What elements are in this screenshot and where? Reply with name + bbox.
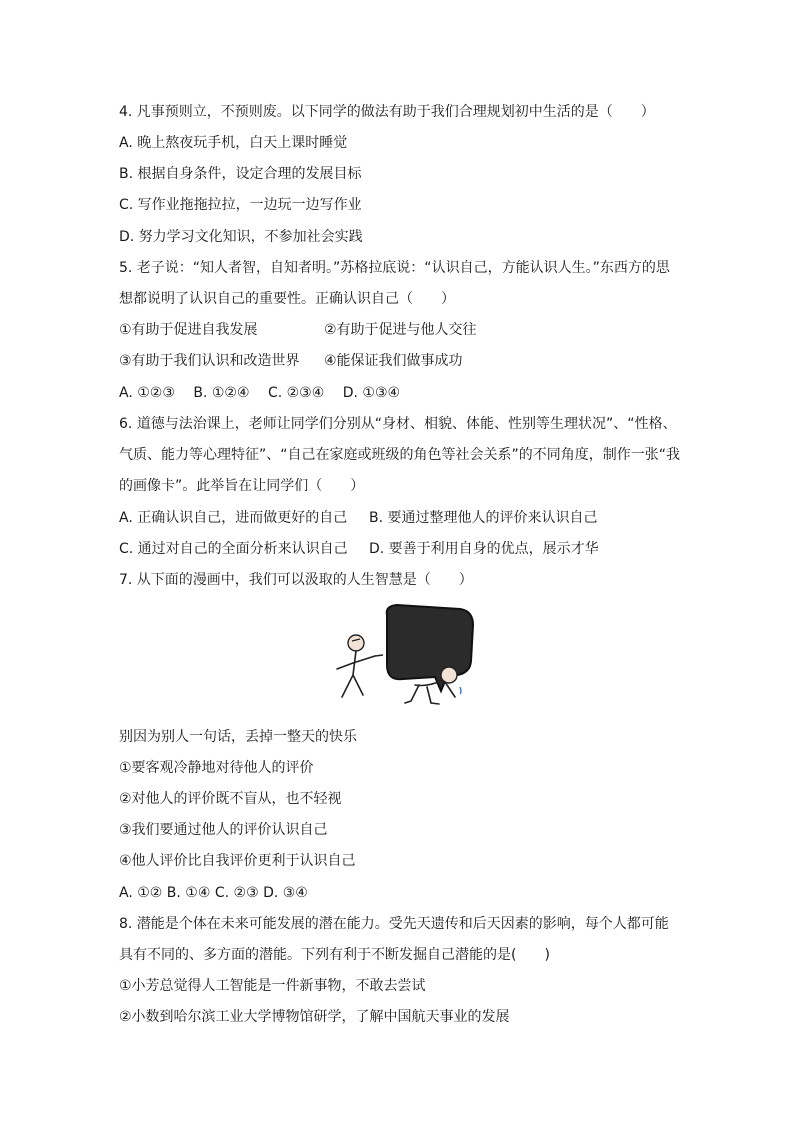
q5-statements-row2 xyxy=(119,352,719,370)
q8-stem-line2: 具有不同的、多方面的潜能。下列有利于不断发掘自己潜能的是( ) xyxy=(119,947,550,963)
q8-stem-line1: 8. 潜能是个体在未来可能发展的潜在能力。受先天遗传和后天因素的影响，每个人都可能 xyxy=(119,916,669,932)
q5-statement-2: ②有助于促进与他人交往 xyxy=(324,322,477,338)
q4-stem: 4. 凡事预则立，不预则废。以下同学的做法有助于我们合理规划初中生活的是（ ） xyxy=(119,104,655,120)
q6-options-row1 xyxy=(119,509,719,527)
q6-options-row2 xyxy=(119,540,719,558)
cartoon-image xyxy=(315,603,480,713)
q4-option-c: C. 写作业拖拖拉拉，一边玩一边写作业 xyxy=(119,197,362,213)
q7-stem: 7. 从下面的漫画中，我们可以汲取的人生智慧是（ ） xyxy=(119,572,473,588)
q5-statements-row1 xyxy=(119,321,719,339)
q5-statement-3: ③有助于我们认识和改造世界 xyxy=(119,353,300,369)
q7-statement-1: ①要客观冷静地对待他人的评价 xyxy=(119,760,314,776)
q5-statement-1: ①有助于促进自我发展 xyxy=(119,322,258,338)
q6-option-b: B. 要通过整理他人的评价来认识自己 xyxy=(369,510,598,526)
q8-statement-1: ①小芳总觉得人工智能是一件新事物，不敢去尝试 xyxy=(119,978,426,994)
q6-option-a: A. 正确认识自己，进而做更好的自己 xyxy=(119,510,348,526)
q8-statement-2: ②小数到哈尔滨工业大学博物馆研学，了解中国航天事业的发展 xyxy=(119,1009,510,1025)
q6-option-c: C. 通过对自己的全面分析来认识自己 xyxy=(119,541,348,557)
q4-option-d: D. 努力学习文化知识，不参加社会实践 xyxy=(119,229,363,245)
q5-options: A. ①②③ B. ①②④ C. ②③④ D. ①③④ xyxy=(119,385,401,401)
q6-option-d: D. 要善于利用自身的优点，展示才华 xyxy=(369,541,599,557)
q6-stem-line2: 气质、能力等心理特征”、“自己在家庭或班级的角色等社会关系”的不同角度，制作一张“我 xyxy=(119,447,681,463)
q4-option-b: B. 根据自身条件，设定合理的发展目标 xyxy=(119,166,362,182)
q7-statement-3: ③我们要通过他人的评价认识自己 xyxy=(119,822,328,838)
q7-options: A. ①② B. ①④ C. ②③ D. ③④ xyxy=(119,885,308,901)
q5-statement-4: ④能保证我们做事成功 xyxy=(324,353,463,369)
q7-statement-4: ④他人评价比自我评价更利于认识自己 xyxy=(119,853,356,869)
q4-option-a: A. 晚上熬夜玩手机，白天上课时睡觉 xyxy=(119,135,348,151)
q5-stem-line2: 想都说明了认识自己的重要性。正确认识自己（ ） xyxy=(119,291,455,307)
q5-stem-line1: 5. 老子说：“知人者智，自知者明。”苏格拉底说：“认识自己，方能认识人生。”东西方的思 xyxy=(119,260,670,276)
q6-stem-line3: 的画像卡”。此举旨在让同学们（ ） xyxy=(119,478,365,494)
q7-statement-2: ②对他人的评价既不盲从，也不轻视 xyxy=(119,791,342,807)
q7-caption: 别因为别人一句话，丢掉一整天的快乐 xyxy=(119,729,357,745)
q6-stem-line1: 6. 道德与法治课上，老师让同学们分别从“身材、相貌、体能、性别等生理状况”、“性格、 xyxy=(119,416,677,432)
